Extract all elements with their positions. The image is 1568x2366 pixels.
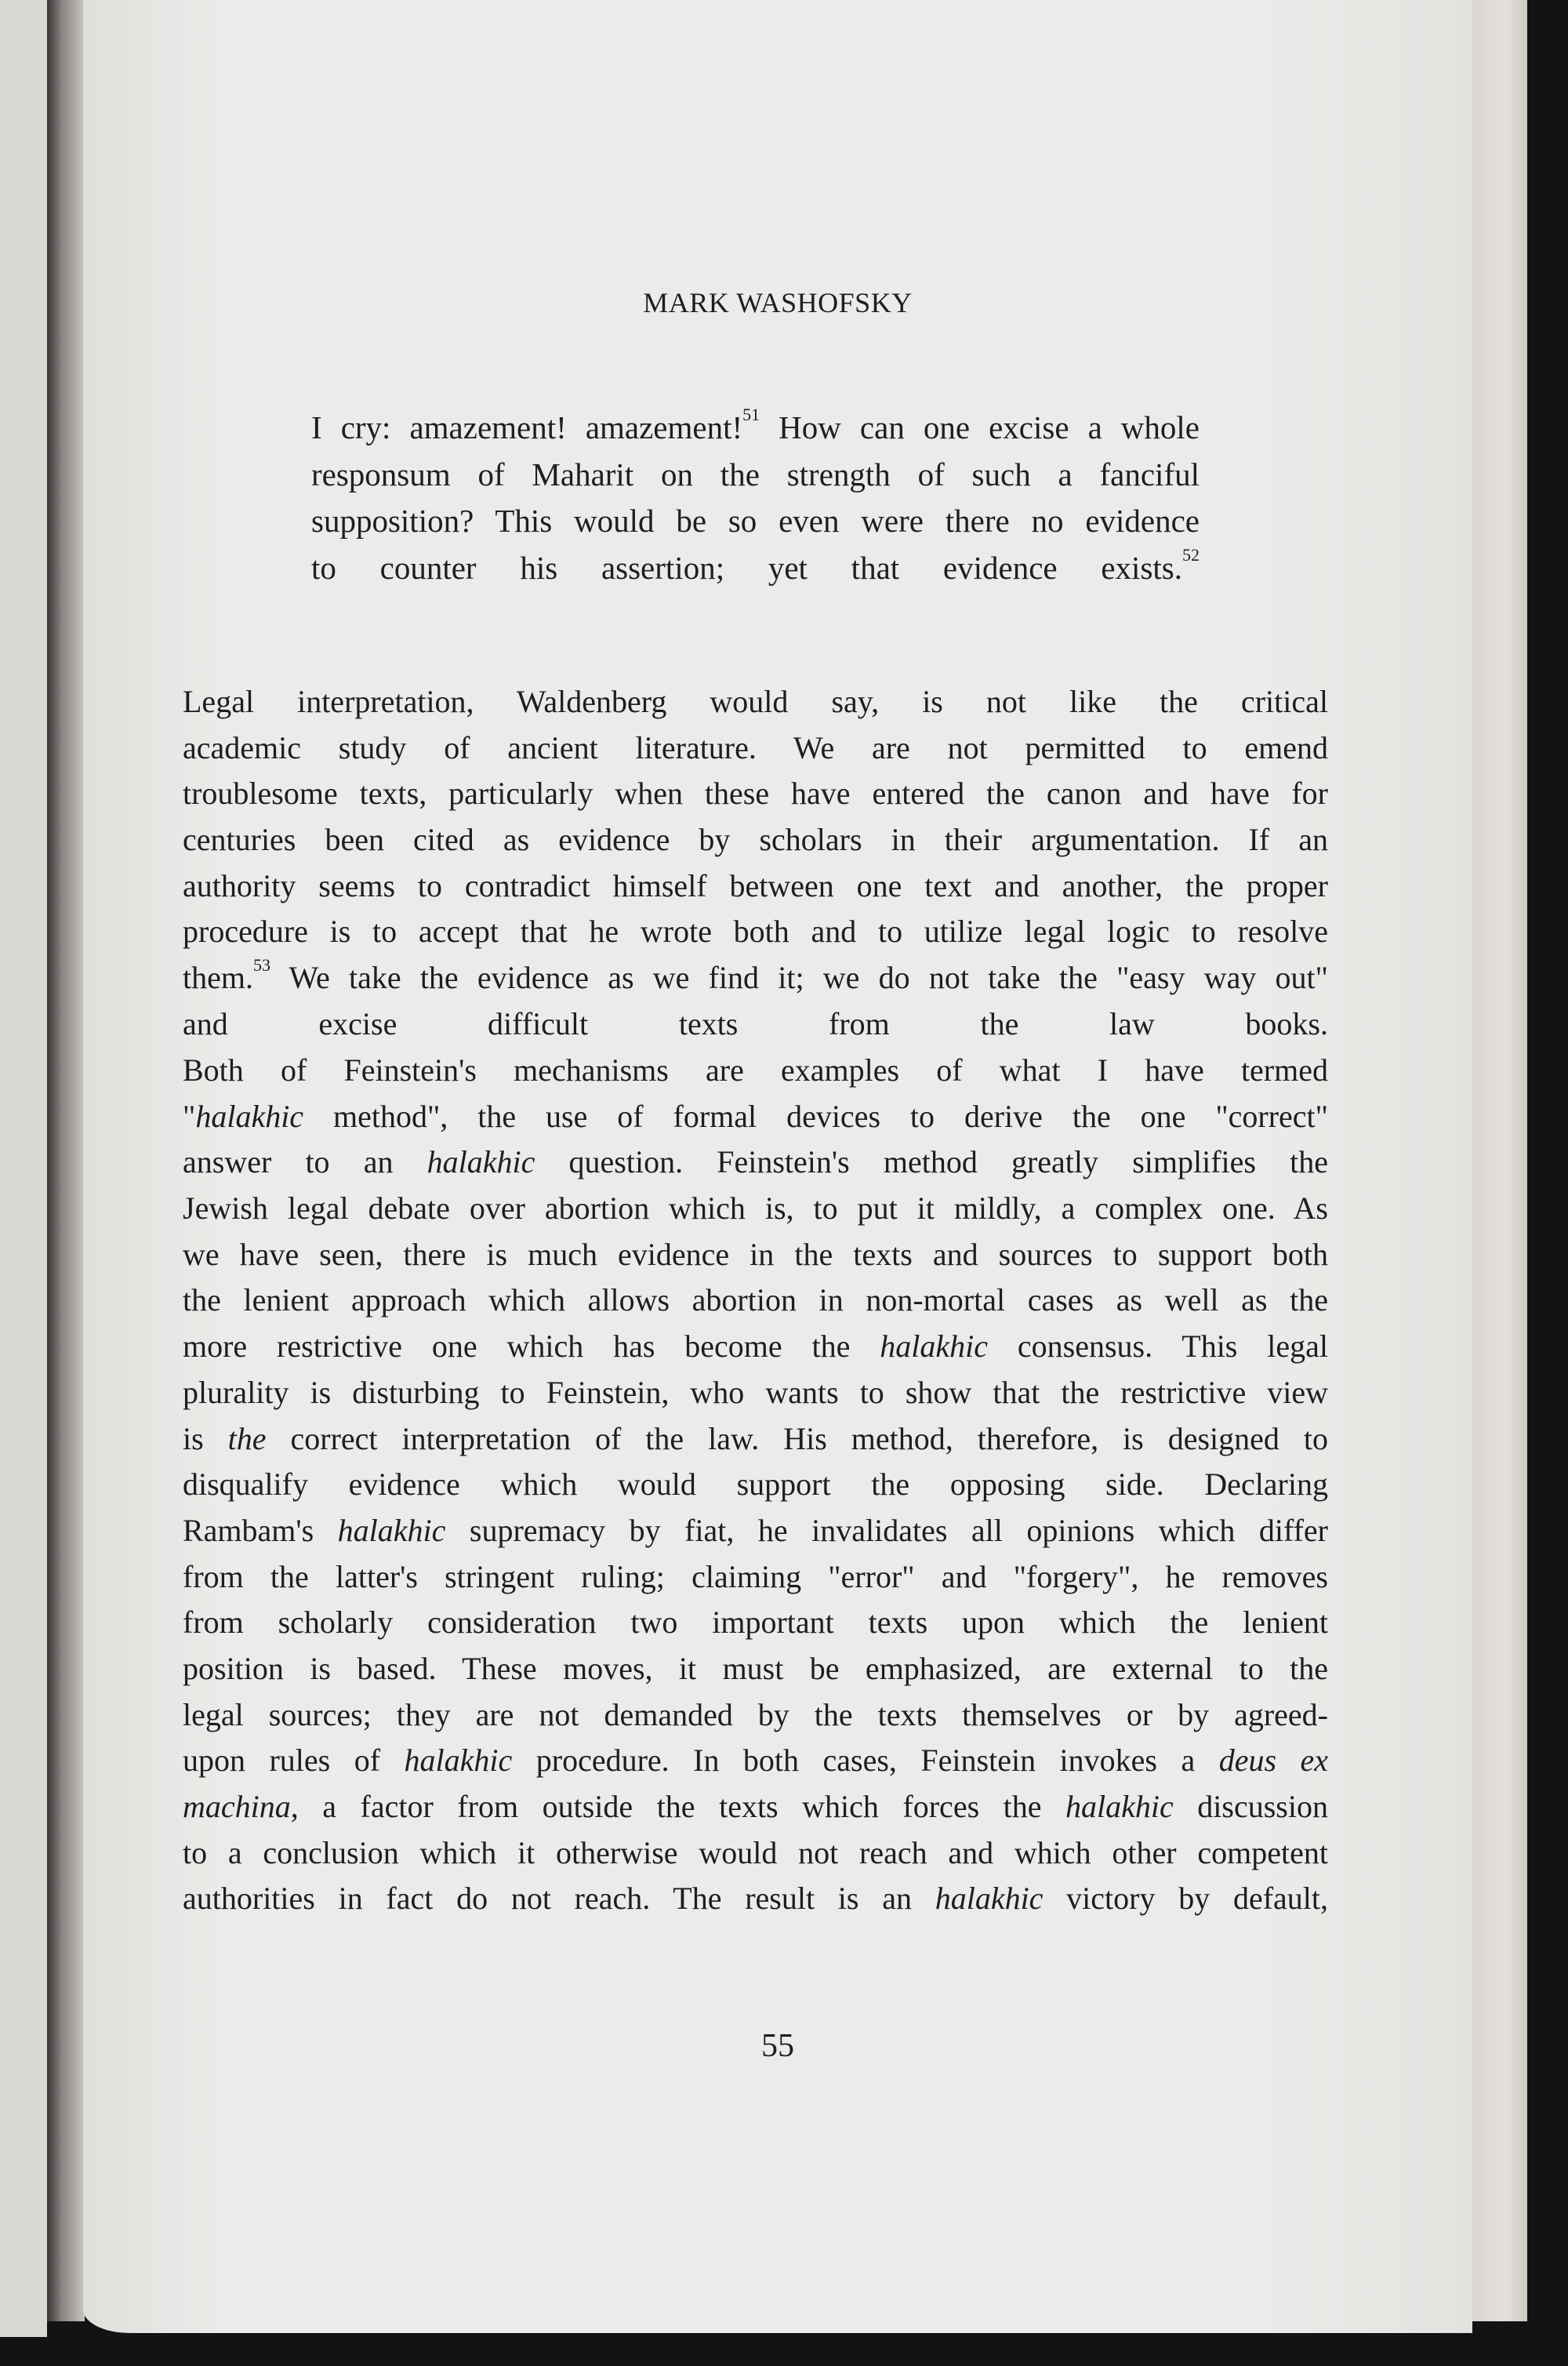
text-segment: from scholarly consideration two important texts upon which the lenient bbox=[183, 1605, 1328, 1641]
text-line bbox=[183, 1001, 1328, 1048]
text-segment: them. bbox=[183, 960, 253, 996]
text-line bbox=[183, 1646, 1328, 1692]
text-segment: troublesome texts, particularly when these have entered the canon and have for bbox=[183, 776, 1328, 812]
text-line bbox=[183, 1186, 1328, 1232]
text-line bbox=[311, 405, 1200, 452]
text-segment: authority seems to contradict himself between one text and another, the proper bbox=[183, 867, 1328, 903]
text-line bbox=[183, 1277, 1328, 1324]
paragraph-1 bbox=[183, 679, 1328, 1048]
text-line bbox=[183, 679, 1328, 725]
footnote-marker: 53 bbox=[252, 955, 270, 976]
text-segment: method", the use of formal devices to derive the one "correct" bbox=[303, 1098, 1328, 1134]
text-line bbox=[183, 1876, 1328, 1922]
text-segment: responsum of Maharit on the strength of such a fanciful bbox=[311, 456, 1200, 492]
italic-text: the bbox=[227, 1420, 267, 1456]
text-segment: " bbox=[183, 1098, 196, 1134]
text-line bbox=[183, 1094, 1328, 1140]
italic-text: halakhic bbox=[935, 1881, 1044, 1917]
text-segment: Both of Feinstein's mechanisms are examples of what I have termed bbox=[183, 1052, 1328, 1088]
text-line bbox=[183, 1692, 1328, 1739]
italic-text: halakhic bbox=[1065, 1789, 1174, 1824]
text-segment: academic study of ancient literature. We are not permitted to emend bbox=[183, 729, 1328, 765]
text-segment: discussion bbox=[1173, 1789, 1328, 1824]
text-segment: from the latter's stringent ruling; claiming "error" and "forgery", he removes bbox=[183, 1558, 1328, 1594]
text-segment: procedure. In both cases, Feinstein invokes a bbox=[512, 1743, 1219, 1779]
book-gutter bbox=[47, 0, 85, 2321]
text-line bbox=[183, 1738, 1328, 1784]
text-line bbox=[183, 1324, 1328, 1370]
italic-text: halakhic bbox=[880, 1328, 989, 1365]
text-segment: answer to an bbox=[183, 1144, 427, 1180]
text-line bbox=[183, 771, 1328, 817]
text-segment: to counter his assertion; yet that evidence exists. bbox=[311, 549, 1182, 586]
text-segment: victory by default, bbox=[1043, 1881, 1328, 1917]
text-line bbox=[183, 1048, 1328, 1094]
running-head: MARK WASHOFSKY bbox=[643, 287, 913, 318]
text-segment: authorities in fact do not reach. The result is an bbox=[183, 1881, 935, 1917]
italic-text: halakhic bbox=[404, 1743, 513, 1779]
italic-text: halakhic bbox=[426, 1144, 535, 1180]
book-page bbox=[83, 0, 1472, 2333]
text-line bbox=[311, 452, 1200, 499]
text-segment: more restrictive one which has become the bbox=[183, 1328, 880, 1365]
text-segment: correct interpretation of the law. His method, therefore, is designed to bbox=[266, 1420, 1328, 1456]
paragraph-2 bbox=[183, 1048, 1328, 1922]
text-segment: Legal interpretation, Waldenberg would say, is not like the critical bbox=[183, 684, 1328, 719]
text-line bbox=[183, 1830, 1328, 1877]
text-segment: supremacy by fiat, he invalidates all opinions which differ bbox=[445, 1512, 1328, 1548]
text-segment: the lenient approach which allows abortion in non-mortal cases as well as the bbox=[183, 1282, 1328, 1318]
text-line bbox=[183, 1139, 1328, 1186]
text-segment: legal sources; they are not demanded by the texts themselves or by agreed- bbox=[183, 1696, 1328, 1732]
text-line bbox=[183, 1600, 1328, 1646]
text-line bbox=[183, 955, 1328, 1001]
text-segment: How can one excise a whole bbox=[760, 409, 1200, 445]
text-segment: supposition? This would be so even were there no evidence bbox=[311, 503, 1200, 539]
footnote-marker: 51 bbox=[742, 405, 760, 424]
text-segment: , a factor from outside the texts which forces the bbox=[290, 1789, 1066, 1824]
text-segment: and excise difficult texts from the law books. bbox=[183, 1005, 1328, 1041]
footnote-marker: 52 bbox=[1182, 544, 1200, 565]
text-segment: is bbox=[183, 1420, 228, 1456]
italic-text: deus ex bbox=[1218, 1743, 1329, 1779]
italic-text: halakhic bbox=[337, 1512, 446, 1548]
text-segment: Rambam's bbox=[183, 1512, 338, 1548]
text-segment: disqualify evidence which would support the opposing side. Declaring bbox=[183, 1466, 1328, 1503]
text-line bbox=[183, 863, 1328, 910]
text-line bbox=[183, 1784, 1328, 1830]
text-line bbox=[183, 1508, 1328, 1554]
text-segment: position is based. These moves, it must be emphasized, are external to the bbox=[183, 1650, 1328, 1686]
text-segment: we have seen, there is much evidence in the texts and sources to support both bbox=[183, 1236, 1328, 1272]
block-quote bbox=[311, 405, 1200, 591]
text-line bbox=[183, 1370, 1328, 1416]
page-stack-edge bbox=[1471, 0, 1527, 2321]
text-line bbox=[183, 1462, 1328, 1508]
text-segment: plurality is disturbing to Feinstein, who wants to show that the restrictive view bbox=[183, 1374, 1328, 1410]
text-line bbox=[311, 545, 1200, 592]
facing-page-edge bbox=[0, 0, 47, 2337]
text-line bbox=[183, 1232, 1328, 1278]
text-line bbox=[183, 725, 1328, 772]
text-segment: question. Feinstein's method greatly simplifies the bbox=[535, 1144, 1328, 1180]
text-segment: I cry: amazement! amazement! bbox=[311, 409, 743, 445]
page-number: 55 bbox=[761, 2028, 794, 2064]
text-segment: upon rules of bbox=[183, 1743, 405, 1779]
text-line bbox=[183, 909, 1328, 955]
italic-text: machina bbox=[183, 1789, 291, 1824]
text-segment: We take the evidence as we find it; we do not take the "easy way out" bbox=[270, 960, 1328, 996]
text-line bbox=[311, 498, 1200, 545]
text-line bbox=[183, 1416, 1328, 1463]
text-segment: to a conclusion which it otherwise would not reach and which other competent bbox=[183, 1834, 1328, 1870]
text-segment: consensus. This legal bbox=[988, 1328, 1328, 1365]
text-segment: centuries been cited as evidence by scholars in their argumentation. If an bbox=[183, 822, 1328, 858]
text-segment: Jewish legal debate over abortion which is, to put it mildly, a complex one. As bbox=[183, 1190, 1328, 1227]
italic-text: halakhic bbox=[195, 1098, 304, 1134]
text-line bbox=[183, 1554, 1328, 1601]
text-segment: procedure is to accept that he wrote both and to utilize legal logic to resolve bbox=[183, 914, 1328, 950]
text-line bbox=[183, 817, 1328, 863]
